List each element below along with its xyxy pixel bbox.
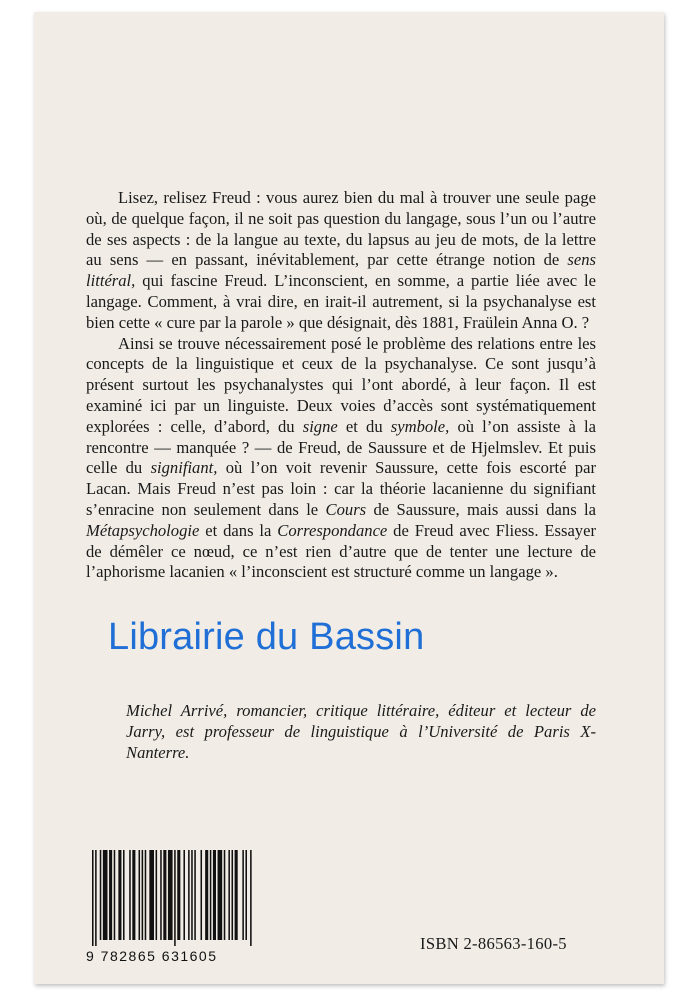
barcode-bar [188,850,190,940]
barcode-bar [149,850,154,940]
barcode-bar [201,850,203,940]
barcode-bar [245,850,247,940]
barcode-bar [95,850,97,946]
barcode-bar [191,850,193,940]
barcode-digits: 9 782865 631605 [86,948,218,964]
barcode-bar [183,850,185,940]
barcode-bar [160,850,162,940]
barcode-bars [86,850,256,946]
barcode-bar [174,850,176,946]
isbn-label: ISBN 2-86563-160-5 [420,934,567,953]
barcode-bar [228,850,230,940]
barcode-bar [205,850,208,940]
barcode-bar [218,850,223,940]
barcode-bar [132,850,135,940]
bookshop-watermark: Librairie du Bassin [108,616,425,658]
barcode-bar [213,850,216,940]
barcode-bar [242,850,244,940]
barcode-bar [129,850,131,940]
barcode-bar [114,850,116,940]
barcode-bar [177,850,180,940]
barcode-bar [103,850,108,940]
barcode-bar [168,850,173,940]
barcode-bar [123,850,125,940]
barcode-bar [118,850,121,940]
blurb-paragraph-1: Lisez, relisez Freud : vous aurez bien du mal à trouver une seule page où, de quelque façon, il ne soit pas question du langage, sous l’un ou l’autre de ses aspects : de la langue au texte, du lapsus au jeu de mots, de la lettre au sens — en passant, inévitablement, par cette étrange notion de sens littéral, qui fascine Freud. L’inconscient, en somme, a partie liée avec le langage. Comment, à vrai dire, en irait-il autrement, si la psychanalyse est bien cette « cure par la parole » que désignait, dès 1881, Fraülein Anna O. ? [86,188,596,332]
barcode-bar [250,850,252,946]
barcode-bar [232,850,234,940]
blurb-paragraph-2: Ainsi se trouve nécessairement posé le problème des relations entre les concepts de la linguistique et ceux de la psychanalyse. Ce sont jusqu’à présent surtout les psychanalystes qui l’ont abordé, à leur façon. Il est examiné ici par un linguiste. Deux voies d’accès sont systématiquement explorées : celle, d’abord, du signe et du symbole, où l’on assiste à la rencontre — manquée ? — de Freud, de Saussure et de Hjelmslev. Et puis celle du signifiant, où l’on voit revenir Saussure, cette fois escorté par Lacan. Mais Freud n’est pas loin : car la théorie lacanienne du signifiant s’enracine non seulement dans le Cours de Saussure, mais aussi dans la Métapsychologie et dans la Correspondance de Freud avec Fliess. Essayer de démêler ce nœud, ce n’est rien d’autre que de tenter une lecture de l’aphorisme lacanien « l’inconscient est structuré comme un langage ». [86,333,597,582]
barcode-bar [210,850,212,940]
barcode-bar [142,850,144,940]
barcode-bar [163,850,166,940]
barcode-bar [92,850,94,946]
barcode-bar [109,850,112,940]
barcode-bar [224,850,226,940]
barcode-bar [139,850,141,940]
barcode-bar [156,850,158,940]
barcode-bar [145,850,147,940]
barcode-bar [235,850,238,940]
barcode [86,850,256,960]
barcode-bar [194,850,196,940]
blurb-text [86,188,596,583]
author-note: Michel Arrivé, romancier, critique littéraire, éditeur et lecteur de Jarry, est professeur de linguistique à l’Université de Paris X-Nanterre. [126,701,596,762]
barcode-bar [100,850,102,940]
